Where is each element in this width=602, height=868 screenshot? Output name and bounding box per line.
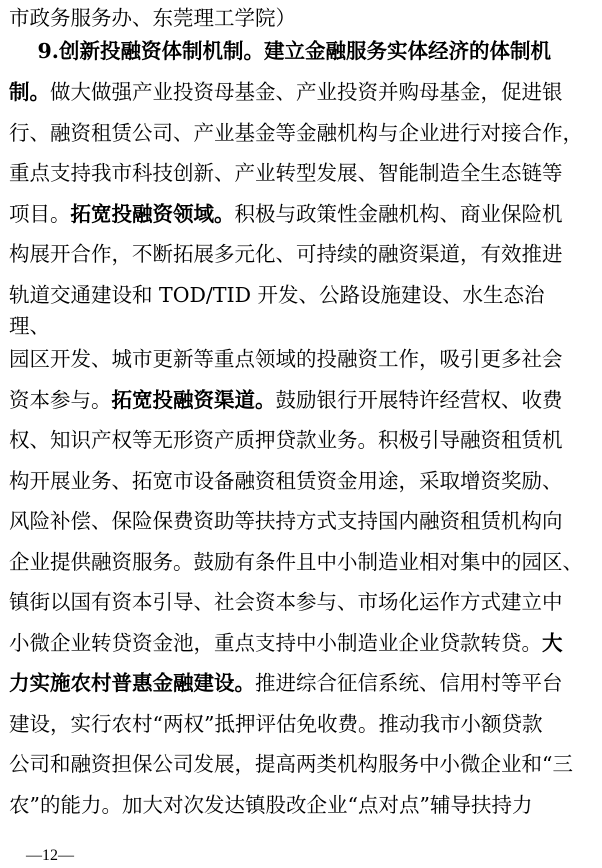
text-segment: 做大做强产业投资母基金、产业投资并购母基金，促进银: [50, 80, 563, 104]
text-line: [9, 380, 593, 420]
bold-text-segment: 大: [542, 631, 563, 655]
text-segment: 积极与政策性金融机构、商业保险机: [234, 202, 563, 226]
text-line: [9, 31, 593, 71]
bold-text-segment: 力实施农村普惠金融建设。: [9, 671, 255, 695]
text-segment: 公司和融资担保公司发展，提高两类机构服务中小微企业和“三: [9, 752, 573, 776]
text-segment: 重点支持我市科技创新、产业转型发展、智能制造全生态链等: [9, 161, 563, 185]
text-line: [9, 744, 593, 784]
page-number: —12—: [26, 847, 74, 864]
text-segment: 构开展业务、拓宽市设备融资租赁资金用途，采取增资奖励、: [9, 469, 563, 493]
text-line: [9, 623, 593, 663]
text-line: [9, 461, 593, 501]
text-line: [9, 785, 593, 825]
text-segment: 园区开发、城市更新等重点领域的投融资工作，吸引更多社会: [9, 347, 563, 371]
text-segment: 小微企业转贷资金池，重点支持中小制造业企业贷款转贷。: [9, 631, 542, 655]
text-line: [9, 582, 593, 622]
bold-text-segment: 9.创新投融资体制机制。建立金融服务实体经济的体制机: [9, 39, 551, 63]
text-line: [9, 663, 593, 703]
text-segment: 镇街以国有资本引导、社会资本参与、市场化运作方式建立中: [9, 590, 563, 614]
text-segment: 权、知识产权等无形资产质押贷款业务。积极引导融资租赁机: [9, 428, 563, 452]
text-segment: 企业提供融资服务。鼓励有条件且中小制造业相对集中的园区、: [9, 550, 583, 574]
text-line: [9, 420, 593, 460]
text-segment: 轨道交通建设和 TOD/TID 开发、公路设施建设、水生态治: [9, 283, 545, 307]
text-segment: 项目。: [9, 202, 71, 226]
text-segment: 建设，实行农村“两权”抵押评估免收费。推动我市小额贷款: [9, 712, 543, 736]
text-segment: 推进综合征信系统、信用村等平台: [255, 671, 563, 695]
bold-text-segment: 拓宽投融资领域。: [70, 202, 235, 226]
bold-text-segment: 制。: [9, 80, 50, 104]
text-segment: 风险补偿、保险保费资助等扶持方式支持国内融资租赁机构向: [9, 509, 563, 533]
text-line: [9, 72, 593, 112]
bold-text-segment: 拓宽投融资渠道。: [111, 388, 276, 412]
text-segment: 市政务服务办、东莞理工学院）: [9, 6, 296, 30]
text-segment: 构展开合作，不断拓展多元化、可持续的融资渠道，有效推进: [9, 242, 563, 266]
text-line: [9, 542, 593, 582]
text-line: [9, 339, 593, 379]
text-line: [9, 501, 593, 541]
text-line: [9, 113, 593, 153]
text-line: [9, 194, 593, 234]
text-line: [9, 704, 593, 744]
text-segment: 行、融资租赁公司、产业基金等金融机构与企业进行对接合作，: [9, 121, 583, 145]
text-segment: 鼓励银行开展特许经营权、收费: [275, 388, 563, 412]
text-line: [9, 234, 593, 274]
text-segment: 资本参与。: [9, 388, 112, 412]
text-line: [9, 153, 593, 193]
text-segment: 农”的能力。加大对次发达镇股改企业“点对点”辅导扶持力: [9, 793, 533, 817]
text-segment: 理、: [9, 314, 50, 338]
